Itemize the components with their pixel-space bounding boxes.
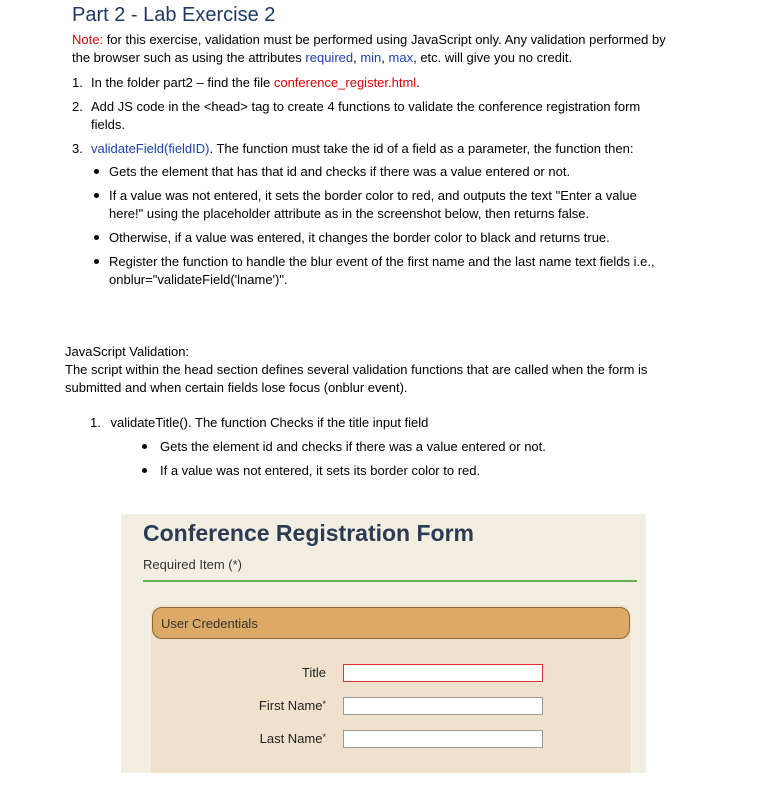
- attr-min: min: [360, 50, 382, 65]
- bullet-2-line-2: here!" using the placeholder attribute as in the screenshot below, then returns false.: [109, 206, 590, 221]
- note-text-3: , etc. will give you no credit.: [413, 50, 573, 65]
- first-name-label: [259, 698, 326, 713]
- last-name-label-text: Last Name: [259, 731, 323, 746]
- step-2-line-1: Add JS code in the <head> tag to create 4 functions to validate the conference registration form: [91, 99, 641, 114]
- page-heading: Part 2 - Lab Exercise 2: [72, 4, 276, 26]
- step-number: 2.: [72, 99, 83, 114]
- title-label-text: Title: [301, 665, 326, 680]
- last-name-required-star: *: [322, 732, 326, 742]
- note-comma-1: ,: [353, 50, 361, 65]
- attr-required: required: [305, 50, 354, 65]
- step-2-line-2: fields.: [91, 117, 125, 132]
- bullet-icon: [94, 193, 99, 198]
- first-name-label-text: First Name: [258, 698, 323, 713]
- note-label: Note:: [72, 32, 104, 47]
- legend-label: User Credentials: [161, 616, 258, 631]
- step-3: [72, 140, 732, 158]
- note-paragraph: [72, 31, 732, 67]
- sub-bullet-2: If a value was not entered, it sets its border color to red.: [160, 463, 481, 478]
- last-name-label: [260, 731, 326, 746]
- step-number: 1.: [72, 75, 83, 90]
- bullet-icon: [94, 169, 99, 174]
- attr-max: max: [388, 50, 414, 65]
- sub-list-item: [90, 414, 428, 432]
- js-section-line-2: submitted and when certain fields lose focus (onblur event).: [65, 380, 408, 395]
- bullet-icon: [142, 444, 147, 449]
- bullet-icon: [94, 235, 99, 240]
- form-title: Conference Registration Form: [143, 520, 474, 546]
- bullet-4-line-1: Register the function to handle the blur event of the first name and the last name text fields i.e.,: [109, 254, 655, 269]
- note-comma-2: ,: [381, 50, 389, 65]
- step-3-bullet-1: Gets the element that has that id and checks if there was a value entered or not.: [109, 164, 571, 179]
- green-divider: [143, 580, 637, 582]
- last-name-input[interactable]: [343, 730, 543, 748]
- step-2: [72, 98, 732, 134]
- step-number: 3.: [72, 141, 83, 156]
- form-screenshot: [121, 514, 646, 773]
- sub-bullet-1: Gets the element id and checks if there was a value entered or not.: [160, 439, 546, 454]
- bullet-icon: [142, 468, 147, 473]
- note-text-2: the browser such as using the attributes: [72, 50, 306, 65]
- note-text-1: for this exercise, validation must be performed using JavaScript only. Any validation performed by: [103, 32, 666, 47]
- step-3-bullet-3: Otherwise, if a value was entered, it changes the border color to black and returns true.: [109, 230, 610, 245]
- first-name-input[interactable]: [343, 697, 543, 715]
- first-name-required-star: *: [322, 699, 326, 709]
- title-label: [302, 665, 326, 680]
- step-3-text: . The function must take the id of a field as a parameter, the function then:: [209, 141, 634, 156]
- step-3-bullet-4: [109, 253, 655, 289]
- bullet-2-line-1: If a value was not entered, it sets the border color to red, and outputs the text "Enter a value: [109, 188, 637, 203]
- step-1-period: .: [416, 75, 420, 90]
- title-input[interactable]: [343, 664, 543, 682]
- js-section-line-1: The script within the head section defines several validation functions that are called when the form is: [65, 362, 648, 377]
- file-name: conference_register.html: [273, 75, 417, 90]
- sub-list-number: 1.: [90, 415, 101, 430]
- sub-list-text: validateTitle(). The function Checks if the title input field: [110, 415, 429, 430]
- bullet-4-line-2: onblur="validateField('lname')".: [109, 272, 288, 287]
- step-1-text: In the folder part2 – find the file: [91, 75, 274, 90]
- function-name: validateField(fieldID): [91, 141, 210, 156]
- step-3-bullet-2: [109, 187, 637, 223]
- required-note: Required Item (*): [143, 557, 242, 572]
- js-section: [65, 343, 647, 397]
- fieldset-legend: [152, 607, 630, 639]
- js-section-title: JavaScript Validation:: [65, 344, 190, 359]
- step-1: [72, 74, 732, 92]
- bullet-icon: [94, 259, 99, 264]
